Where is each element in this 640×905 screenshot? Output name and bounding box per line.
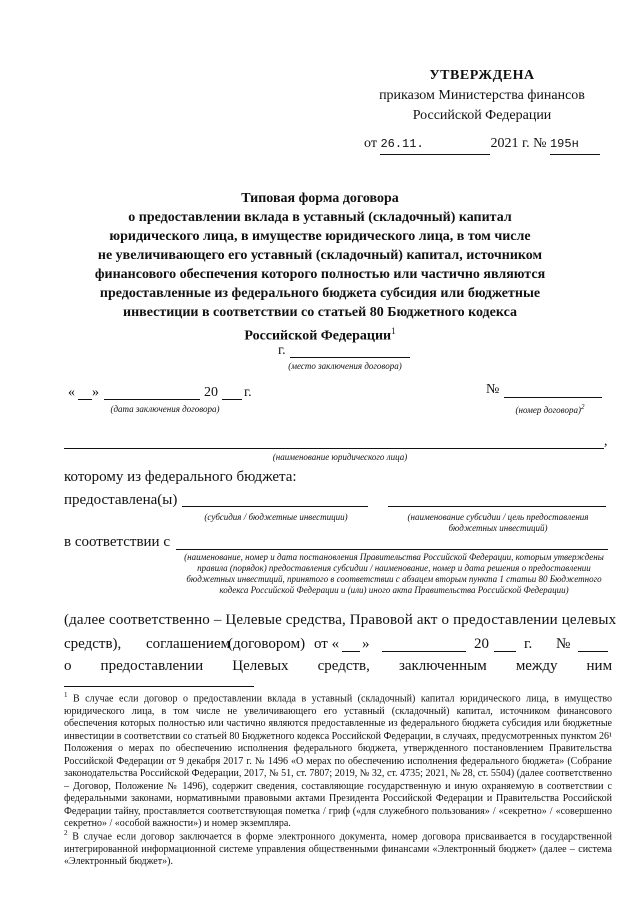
- approval-date-line: [352, 134, 612, 155]
- approval-year: 2021 г.: [490, 136, 530, 151]
- provision-line: [64, 658, 612, 675]
- entity-name-field[interactable]: [64, 448, 604, 449]
- agreement-word-3: (договором): [228, 636, 306, 652]
- approval-heading: УТВЕРЖДЕНА: [429, 68, 535, 83]
- agreement-word-2: соглашением: [146, 636, 231, 652]
- title-line-last: Российской Федерации$^1$: [244, 326, 396, 344]
- approval-line-1: приказом Министерства финансов: [379, 88, 585, 103]
- approval-line-2: Российской Федерации: [412, 108, 552, 123]
- agreement-number-field[interactable]: [578, 651, 608, 652]
- provision-word: о: [64, 658, 72, 674]
- title-line: Типовая форма договора: [241, 191, 399, 206]
- approval-number-prefix: №: [533, 136, 547, 151]
- footnote-separator: [64, 686, 254, 687]
- date-month-field[interactable]: [104, 399, 200, 400]
- date-open-quote: «: [68, 385, 75, 400]
- provision-word: Целевых: [232, 658, 289, 674]
- date-year-suffix: г.: [244, 385, 252, 400]
- provided-label: предоставлена(ы): [64, 492, 178, 508]
- accordance-field[interactable]: [176, 549, 608, 550]
- further-line: (далее соответственно – Целевые средства, Правовой акт о предоставлении целевых: [64, 612, 617, 628]
- agreement-month-field[interactable]: [382, 651, 466, 652]
- entity-caption: (наименование юридического лица): [272, 452, 408, 462]
- agreement-year-suffix: г.: [524, 636, 533, 652]
- footnote-2-text: В случае если договор заключается в форме электронного документа, номер договора присваивается в государственной интегрированной информационной системе управления общественными финансами «Электронный бюджет» (далее – система «Электронный бюджет»).: [64, 831, 612, 868]
- approval-date-blank: [462, 134, 490, 155]
- agreement-from: от «: [314, 636, 340, 652]
- place-prefix: г.: [278, 343, 286, 358]
- agreement-close-quote: »: [362, 636, 370, 652]
- title-line: не увеличивающего его уставный (складочный) капитал, источником: [97, 248, 543, 263]
- provision-word: между: [515, 658, 558, 674]
- document-title: [60, 189, 580, 346]
- title-line: о предоставлении вклада в уставный (складочный) капитал: [128, 210, 512, 225]
- footnote-1-mark: 1: [64, 691, 68, 699]
- agreement-day-field[interactable]: [342, 651, 360, 652]
- contract-number-caption: (номер договора)$^2$: [515, 403, 585, 415]
- date-year-prefix: 20: [204, 385, 218, 400]
- entity-comma: ,: [604, 434, 608, 449]
- from-federal-budget-text: которому из федерального бюджета:: [64, 469, 297, 485]
- accordance-caption: (наименование, номер и дата постановления Правительства Российской Федерации, которым утверждены правила (порядок) предоставления субсидии / наименование, номер и дата решения о предоставлении бюджетных инвестиций, принятого в соответствии с абзацем вторым пункта 1 статьи 80 Бюджетного кодекса Российской Федерации и (или) иного акта Правительства Российской Федерации): [184, 552, 604, 595]
- place-caption: (место заключения договора): [288, 361, 402, 371]
- contract-number-prefix: №: [486, 382, 500, 397]
- approval-block: [352, 66, 612, 155]
- title-line: юридического лица, в имуществе юридического лица, в том числе: [109, 229, 531, 244]
- date-day-field[interactable]: [78, 399, 92, 400]
- approval-number-value: 195н: [550, 134, 600, 155]
- approval-date-prefix: от: [364, 136, 377, 151]
- provided-name-field[interactable]: [388, 506, 606, 507]
- provision-word: предоставлении: [100, 658, 204, 674]
- title-line: предоставленные из федерального бюджета субсидия или бюджетные: [99, 286, 541, 301]
- footnote-2: [64, 827, 612, 869]
- provision-word: заключенным: [398, 658, 487, 674]
- date-close-quote: »: [92, 385, 99, 400]
- title-line: финансового обеспечения которого полностью или частично являются: [94, 267, 546, 282]
- provision-word: средств,: [317, 658, 370, 674]
- agreement-year-prefix: 20: [474, 636, 489, 652]
- footnote-2-mark: 2: [64, 829, 68, 837]
- place-field[interactable]: [290, 357, 410, 358]
- contract-number-field[interactable]: [504, 397, 602, 398]
- agreement-number-prefix: №: [556, 636, 571, 652]
- agreement-year-field[interactable]: [494, 651, 516, 652]
- footnote-1: [64, 689, 612, 831]
- provided-type-field[interactable]: [182, 506, 368, 507]
- provided-caption-left: (субсидия / бюджетные инвестиции): [204, 512, 348, 522]
- agreement-word-1: средств),: [64, 636, 122, 652]
- accordance-label: в соответствии с: [64, 534, 170, 550]
- provision-word: ним: [586, 658, 613, 674]
- title-footnote-mark: 1: [391, 326, 396, 336]
- title-line: инвестиции в соответствии со статьей 80 Бюджетного кодекса: [123, 305, 517, 320]
- approval-date-value: 26.11.: [380, 134, 462, 155]
- footnote-1-text: В случае если договор о предоставлении вклада в уставный (складочный) капитал юридического лица, в имущество юридического лица, в том числе не увеличивающего его уставный (складочный) капитал, источником финансового обеспечения которых полностью или частично являются предоставленные из федерального бюджета субсидия или бюджетные инвестиции в соответствии со статьей 80 Бюджетного кодекса Российской Федерации, в случаях, предусмотренных пунктом 26¹ Положения о мерах по обеспечению исполнения федерального бюджета, утвержденного постановлением Правительства Российской Федерации от 9 декабря 2017 г. № 1496 «О мерах по обеспечению исполнения федерального бюджета» (Собрание законодательства Российской Федерации, 2017, № 51, ст. 7807; 2019, № 32, ст. 4735; 2021, № 28, ст. 5504) (далее соответственно – Договор, Положение № 1496), содержит сведения, составляющие государственную и иную охраняемую в соответствии с федеральными законами, нормативными правовыми актами Президента Российской Федерации и Правительства Российской Федерации тайну, проставляется соответствующая пометка / гриф («для служебного пользования» / «секретно» / «совершенно секретно» / «особой важности») и номер экземпляра.: [64, 693, 613, 830]
- date-caption: (дата заключения договора): [110, 404, 220, 414]
- provided-caption-right: (наименование субсидии / цель предоставления бюджетных инвестиций): [407, 512, 589, 533]
- date-year-field[interactable]: [222, 399, 242, 400]
